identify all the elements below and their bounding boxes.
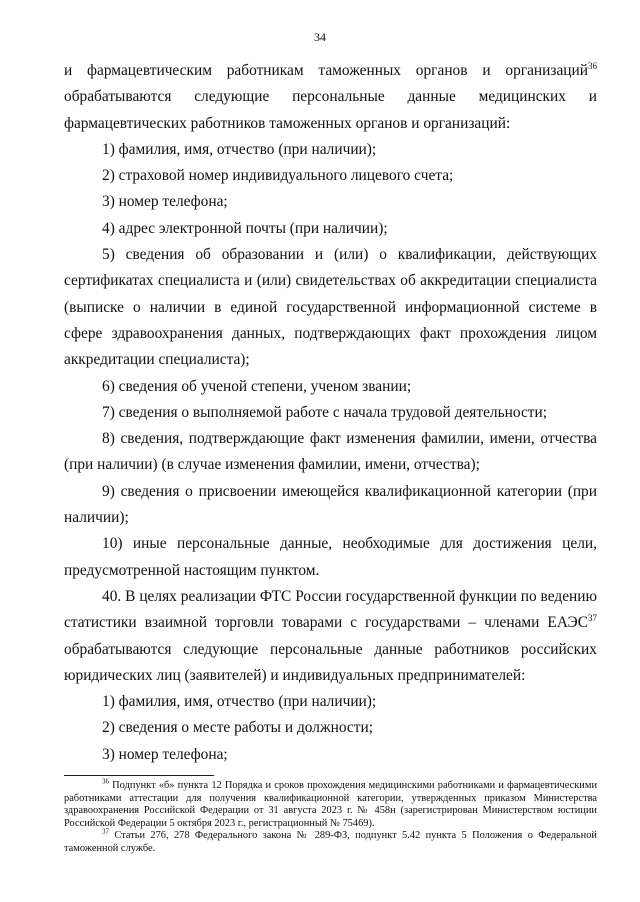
paragraph-text-continued: обрабатываются следующие персональные данные медицинских и фармацевтических работников таможенных органов и организаций: [64, 88, 597, 132]
footnote-ref: 37 [588, 613, 597, 624]
list-item: 3) номер телефона; [102, 745, 228, 763]
list-item: 1) фамилия, имя, отчество (при наличии); [102, 693, 377, 711]
list-item: 3) номер телефона; [102, 193, 228, 211]
page-number: 34 [314, 30, 326, 44]
list-item: 9) сведения о присвоении имеющейся квалификационной категории (при наличии); [64, 482, 597, 527]
list-item: 8) сведения, подтверждающие факт изменения фамилии, имени, отчества (при наличии) (в случае изменения фамилии, имени, отчества); [64, 430, 597, 474]
footnote-number: 36 [102, 777, 109, 786]
footnote-divider [64, 775, 214, 776]
list-item: 5) сведения об образовании и (или) о квалификации, действующих сертификатах специалиста и (или) свидетельствах об аккредитации специалиста (выписке о наличии в единой государственной информационной системе в сфере здравоохранения данных, подтверждающих факт прохождения лицом аккредитации специалиста); [64, 246, 597, 369]
footnote-text: Подпункт «б» пункта 12 Порядка и сроков прохождения медицинскими работниками и фармацевтическими работниками аттестации для получения квалификационной категории, утвержденных приказом Министерства здравоохранения Российской Федерации от 31 августа 2023 г. № 458н (зарегистрирован Министерством юстиции Российской Федерации 5 октября 2023 г., регистрационный № 75469). [64, 780, 597, 829]
footnote-number: 37 [102, 827, 109, 836]
paragraph-text: 40. В целях реализации ФТС России государственной функции по ведению статистики взаимной торговли товарами с государствами – членами ЕАЭС [64, 587, 597, 632]
footnote-text: Статьи 276, 278 Федерального закона № 289-ФЗ, подпункт 5.42 пункта 5 Положения о Федеральной таможенной службе. [64, 830, 597, 854]
list-item: 2) сведения о месте работы и должности; [102, 719, 373, 737]
list-item: 7) сведения о выполняемой работе с начала трудовой деятельности; [102, 403, 548, 421]
list-item: 10) иные персональные данные, необходимые для достижения цели, предусмотренной настоящим пунктом. [64, 535, 597, 579]
paragraph-text: и фармацевтическим работникам таможенных органов и организаций [64, 62, 588, 79]
footnote-ref: 36 [588, 60, 597, 71]
list-item: 4) адрес электронной почты (при наличии); [102, 219, 388, 237]
paragraph-40 [64, 584, 597, 689]
paragraph-text-continued: обрабатываются следующие персональные данные работников российских юридических лиц (заявителей) и индивидуальных предпринимателей: [64, 640, 597, 684]
list-item: 6) сведения об ученой степени, ученом звании; [102, 377, 412, 395]
footnotes [64, 777, 597, 856]
footnote-37 [64, 827, 597, 855]
paragraph-intro [64, 58, 597, 137]
body-text [64, 58, 597, 768]
list-item: 2) страховой номер индивидуального лицевого счета; [102, 167, 454, 185]
footnote-36 [64, 777, 597, 830]
list-item: 1) фамилия, имя, отчество (при наличии); [102, 140, 377, 158]
